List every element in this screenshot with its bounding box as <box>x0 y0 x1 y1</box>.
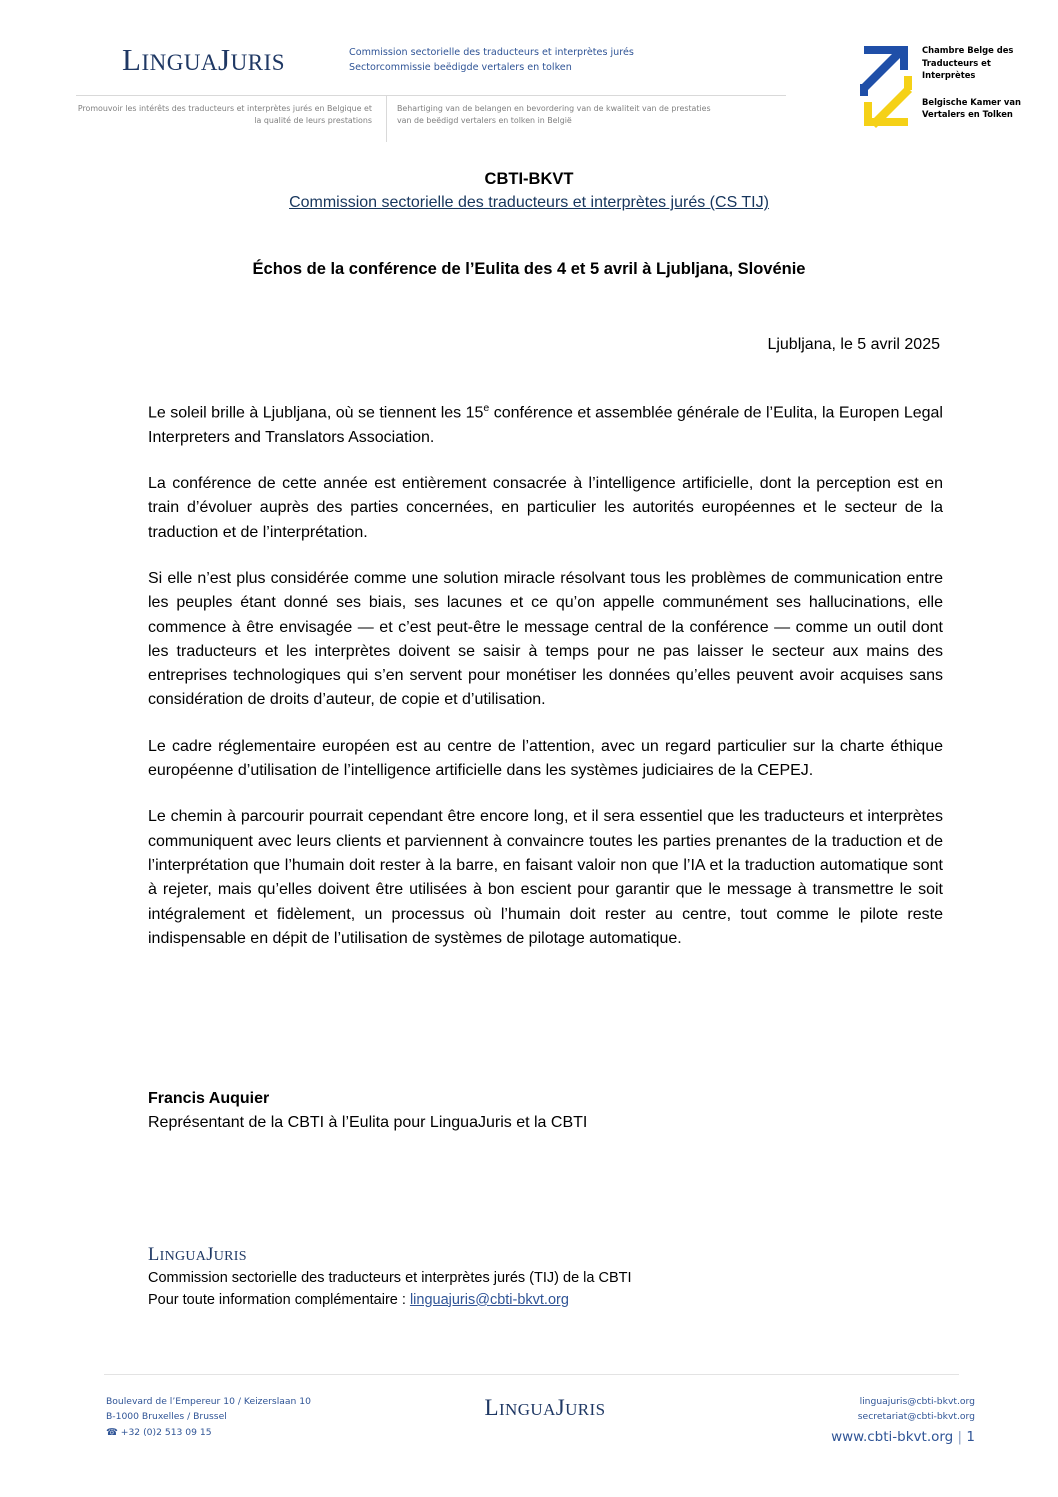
footer-contact <box>700 1395 975 1449</box>
body-paragraph: Le cadre réglementaire européen est au centre de l’attention, avec un regard particulier sur la charte éthique européenne d’utilisation de l’intelligence artificielle dans les systèmes judiciaires de la CEPEJ. <box>148 737 943 780</box>
closing-block <box>148 1243 868 1311</box>
footer-phone-number: +32 (0)2 513 09 15 <box>120 1426 212 1438</box>
footer-email-secretariat[interactable]: secretariat@cbti-bkvt.org <box>857 1410 975 1422</box>
footer-address <box>106 1395 436 1441</box>
footer-address-line1: Boulevard de l’Empereur 10 / Keizerslaan 10 <box>106 1396 311 1407</box>
header-divider <box>76 95 786 96</box>
footer-separator: | <box>957 1428 963 1445</box>
tagline-french: Promouvoir les intérêts des traducteurs et interprètes jurés en Belgique et la qualité de leurs prestations <box>77 104 372 125</box>
letterhead <box>0 0 1058 160</box>
tagline-dutch: Behartiging van de belangen en bevordering van de kwaliteit van de prestaties van de beëdigd vertalers en tolken in België <box>397 104 711 125</box>
cbti-text-nl: Belgische Kamer van Vertalers en Tolken <box>922 96 1021 120</box>
signature-block <box>148 1087 848 1135</box>
letter-body <box>148 400 943 951</box>
cbti-logo-text <box>922 44 1042 121</box>
footer-website-line <box>700 1425 975 1449</box>
body-paragraph: La conférence de cette année est entièrement consacrée à l’intelligence artificielle, dont la perception est en train d’évoluer auprès des parties concernées, en particulier les autorités européennes et le secteur de la traduction et de l’interprétation. <box>148 474 943 541</box>
body-paragraph: Le chemin à parcourir pourrait cependant être encore long, et il sera essentiel que les traducteurs et interprètes communiquent avec leurs clients et parviennent à convaincre toutes les parties prenantes de la traduction et de l’interprétation que l’humain doit rester à la barre, en faisant valoir non que l’IA et la traduction automatique sont à rejeter, mais qu’elles doivent être utilisées à bon escient pour garantir que le message à transmettre le soit intégralement et fidèlement, un processus où l’humain doit rester au centre, tout comme le pilote reste indispensable en dépit de l’utilisation de systèmes de pilotage automatique. <box>148 808 943 947</box>
closing-email-link[interactable]: linguajuris@cbti-bkvt.org <box>409 1291 569 1308</box>
linguajuris-logo-footer: LINGUAJURIS <box>484 1395 606 1420</box>
linguajuris-logo-header: LINGUAJURIS <box>122 42 286 77</box>
document-heading: Échos de la conférence de l’Eulita des 4 et 5 avril à Ljubljana, Slovénie <box>252 260 806 278</box>
cbti-text-fr: Chambre Belge des Traducteurs et Interprètes <box>922 45 1014 81</box>
body-paragraph: Le soleil brille à Ljubljana, où se tiennent les 15e conférence et assemblée générale de l’Eulita, la Europen Legal Interpreters and Translators Association. <box>148 402 943 446</box>
linguajuris-logo-closing: LINGUAJURIS <box>148 1245 247 1265</box>
closing-contact-line <box>148 1290 868 1312</box>
footer-email-linguajuris[interactable]: linguajuris@cbti-bkvt.org <box>859 1396 975 1407</box>
header-commission-fr: Commission sectorielle des traducteurs et interprètes jurés <box>349 47 634 58</box>
place-date: Ljubljana, le 5 avril 2025 <box>767 336 940 353</box>
header-commission-nl: Sectorcommissie beëdigde vertalers en tolken <box>349 61 572 73</box>
footer-address-line2: B-1000 Bruxelles / Brussel <box>106 1410 227 1422</box>
document-subtitle-text: Commission sectorielle des traducteurs et interprètes jurés (CS TIJ) <box>289 194 769 211</box>
footer-website-link[interactable]: www.cbti-bkvt.org <box>831 1428 954 1445</box>
closing-contact-prefix: Pour toute information complémentaire : <box>148 1291 410 1308</box>
signature-name: Francis Auquier <box>148 1090 270 1107</box>
signature-role: Représentant de la CBTI à l’Eulita pour LinguaJuris et la CBTI <box>148 1114 588 1131</box>
document-org-title: CBTI-BKVT <box>484 170 574 188</box>
document-subtitle <box>0 194 1058 212</box>
footer-phone-line <box>106 1425 436 1441</box>
footer-divider <box>104 1374 959 1375</box>
body-paragraph: Si elle n’est plus considérée comme une solution miracle résolvant tous les problèmes de communication entre les peuples étant donné ses biais, ses lacunes et ce qu’on appelle communément ses hallucinations, elle commence à être envisagée — et c’est peut-être le message central de la conférence — comme un outil dont les traducteurs et les interprètes doivent se saisir à temps pour ne pas laisser le secteur aux mains des entreprises technologiques qui s’en servent pour monétiser les données qu’elles peuvent avoir acquises sans considération de droits d’auteur, de copie et d’utilisation. <box>148 569 943 709</box>
header-vertical-divider <box>386 96 387 142</box>
cbti-logo-icon <box>855 36 917 136</box>
header-commission-text <box>349 46 679 76</box>
closing-commission-line: Commission sectorielle des traducteurs et interprètes jurés (TIJ) de la CBTI <box>148 1269 632 1286</box>
footer-page-number: 1 <box>966 1428 975 1445</box>
phone-icon: ☎ <box>106 1426 118 1438</box>
